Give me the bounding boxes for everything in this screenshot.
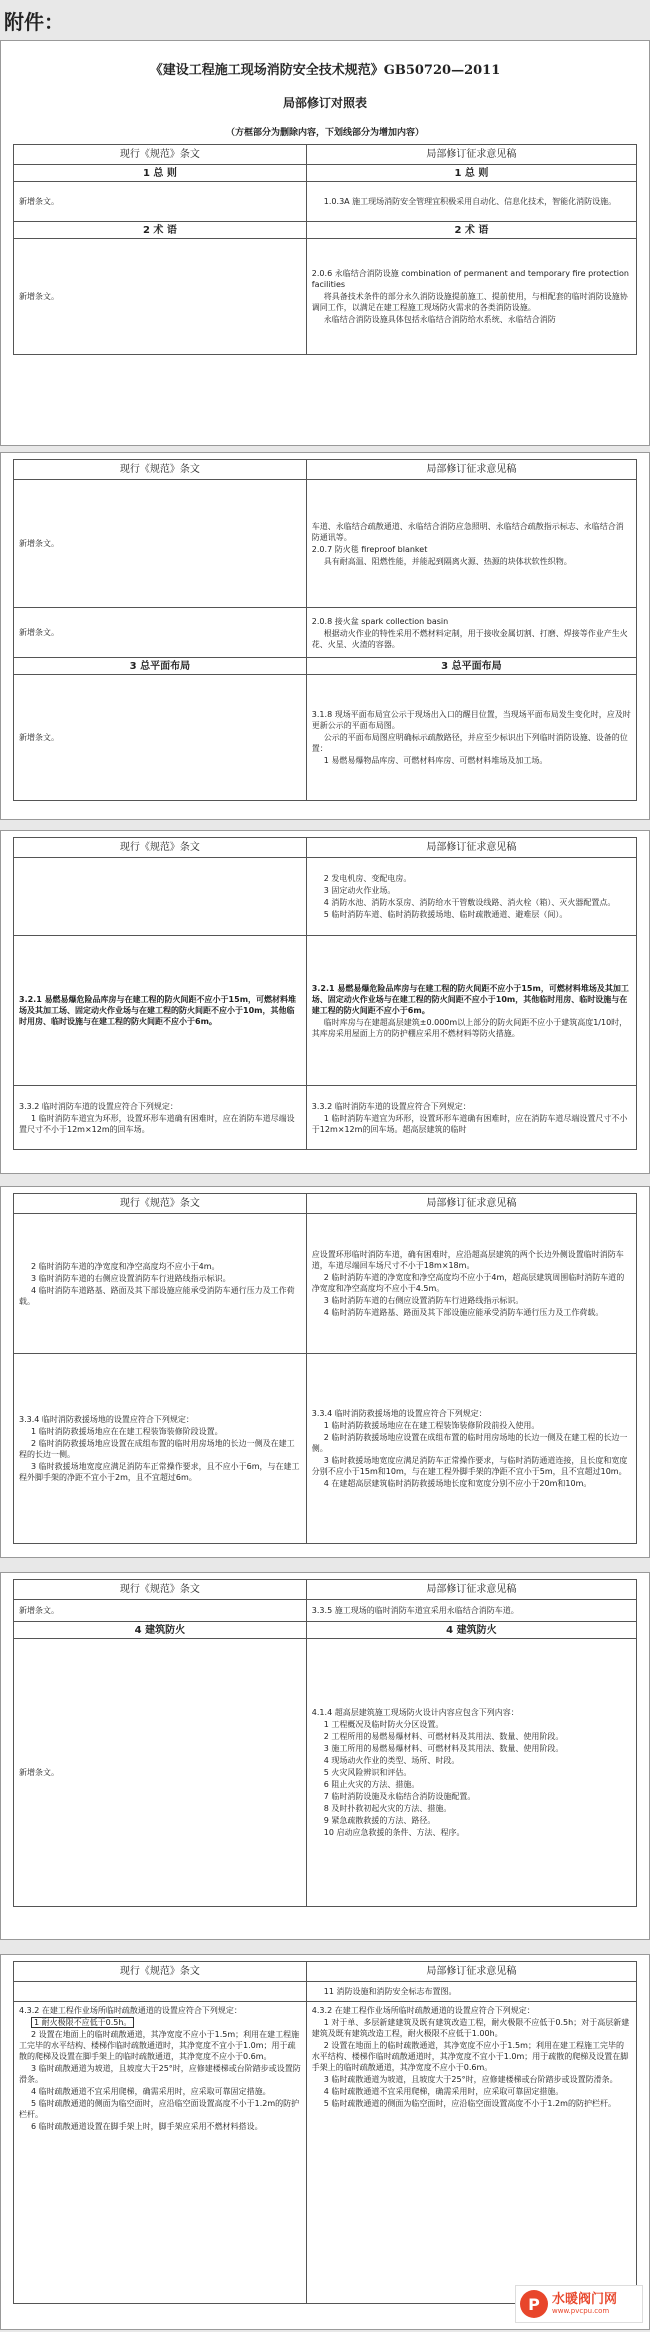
comparison-table	[13, 459, 637, 801]
right-cell: 1.0.3A 施工现场消防安全管理宜积极采用自动化、信息化技术，智能化消防设施。	[306, 182, 636, 222]
chapter-heading: 2 术 语	[306, 222, 636, 239]
page-6	[0, 1954, 650, 2330]
col-left-header: 现行《规范》条文	[14, 838, 307, 858]
left-cell: 2 临时消防车道的净宽度和净空高度均不应小于4m。 3 临时消防车道的右侧应设置消防车行进路线指示标识。 4 临时消防车道路基、路面及其下部设施应能承受消防车通行压力及工作荷载。	[14, 1214, 307, 1354]
col-left-header: 现行《规范》条文	[14, 1962, 307, 1982]
comparison-table	[13, 1961, 637, 2304]
watermark-url: www.pvcpu.com	[552, 2307, 610, 2315]
chapter-heading: 3 总平面布局	[306, 658, 636, 675]
right-cell: 3.3.5 施工现场的临时消防车道宜采用永临结合消防车道。	[306, 1600, 636, 1622]
document-subtitle: 局部修订对照表	[282, 96, 367, 110]
left-cell: 新增条文。	[14, 675, 307, 801]
right-cell: 4.3.2 在建工程作业场所临时疏散通道的设置应符合下列规定： 1 对于单、多层新建建筑及既有建筑改造工程，耐火极限不应低于0.5h；对于高层新建建筑及既有建筑改造工程，耐火极限不应低于1.00h。 2 设置在地面上的临时疏散通道，其净宽度不应小于1.5m；利用在建工程施工完毕的水平结构、楼梯作临时疏散通道时，其净宽度不宜小于1.0m；用于疏散的爬梯及设置在脚手架上的临时疏散通道，其净宽度不应小于0.6m。 3 临时疏散通道为坡道，且坡度大于25°时，应修建楼梯或台阶踏步或设置防滑条。 4 临时疏散通道不宜采用爬梯，确需采用时，应采取可靠固定措施。 5 临时疏散通道的侧面为临空面时，应沿临空面设置高度不小于1.2m的防护栏杆。	[306, 2002, 636, 2304]
comparison-table	[13, 1193, 637, 1544]
chapter-heading: 3 总平面布局	[14, 658, 307, 675]
legend-note: （方框部分为删除内容，下划线部分为增加内容）	[225, 128, 424, 138]
comparison-table	[13, 837, 637, 1150]
right-cell: 2.0.6 永临结合消防设施 combination of permanent and temporary fire protection facilities 将具备技术条件的部分永久消防设施提前施工、提前使用，与相配套的临时消防设施协调同工作，以满足在建工程施工现场防火需求的各类消防设施。 永临结合消防设施具体包括永临结合消防给水系统、永临结合消防	[306, 239, 636, 355]
col-left-header: 现行《规范》条文	[14, 460, 307, 480]
col-right-header: 局部修订征求意见稿	[306, 1962, 636, 1982]
col-left-header: 现行《规范》条文	[14, 1580, 307, 1600]
comparison-table	[13, 1579, 637, 1907]
right-cell: 2 发电机房、变配电房。 3 固定动火作业场。 4 消防水池、消防水泵房、消防给水干管敷设线路、消火栓（箱）、灭火器配置点。 5 临时消防车道、临时消防救援场地、临时疏散通道、避难层（间）。	[306, 858, 636, 936]
left-cell: 新增条文。	[14, 1639, 307, 1907]
col-right-header: 局部修订征求意见稿	[306, 838, 636, 858]
page-3	[0, 830, 650, 1174]
right-cell: 2.0.8 接火盆 spark collection basin 根据动火作业的特性采用不燃材料定制，用于接收金属切割、打磨、焊接等作业产生火花、火星、火渣的容器。	[306, 608, 636, 658]
right-cell: 车道、永临结合疏散通道、永临结合消防应急照明、永临结合疏散指示标志、永临结合消防通讯等。 2.0.7 防火毯 fireproof blanket 具有耐高温、阻燃性能，并能起到隔离火源、热源的块体状软性织物。	[306, 480, 636, 608]
left-cell: 新增条文。	[14, 182, 307, 222]
right-cell: 3.3.2 临时消防车道的设置应符合下列规定： 1 临时消防车道宜为环形，设置环形车道确有困难时，应在消防车道尽端设置尺寸不小于12m×12m的回车场。超高层建筑的临时	[306, 1086, 636, 1150]
right-cell: 11 消防设施和消防安全标志布置图。	[306, 1982, 636, 2002]
right-cell: 3.3.4 临时消防救援场地的设置应符合下列规定： 1 临时消防救援场地应在在建工程装饰装修阶段前投入使用。 2 临时消防救援场地应设置在成组布置的临时用房场地的长边一侧及在建工程的长边一侧。 3 临时救援场地宽度应满足消防车正常操作要求，与临时消防通道连接，且长度和宽度分别不应小于15m和10m，与在建工程外脚手架的净距不宜小于5m，且不宜超过10m。 4 在建超高层建筑临时消防救援场地长度和宽度分别不应小于20m和10m。	[306, 1354, 636, 1544]
col-right-header: 局部修订征求意见稿	[306, 1580, 636, 1600]
document-title: 《建设工程施工现场消防安全技术规范》GB50720—2011	[149, 63, 501, 78]
watermark-title: 水暖阀门网	[552, 2292, 618, 2307]
page-2	[0, 452, 650, 820]
left-cell: 3.2.1 易燃易爆危险品库房与在建工程的防火间距不应小于15m，可燃材料堆场及其加工场、固定动火作业场与在建工程的防火间距不应小于10m，其他临时用房、临时设施与在建工程的防火间距不应小于6m。	[14, 936, 307, 1086]
col-right-header: 局部修订征求意见稿	[306, 1194, 636, 1214]
page-5	[0, 1572, 650, 1940]
chapter-heading: 2 术 语	[14, 222, 307, 239]
right-cell: 3.1.8 现场平面布局宜公示于现场出入口的醒目位置，当现场平面布局发生变化时，应及时更新公示的平面布局图。 公示的平面布局图应明确标示疏散路径，并应至少标识出下列临时消防设施、设备的位置： 1 易燃易爆物品库房、可燃材料库房、可燃材料堆场及加工场。	[306, 675, 636, 801]
right-cell: 4.1.4 超高层建筑施工现场防火设计内容应包含下列内容： 1 工程概况及临时防火分区设置。 2 工程所用的易燃易爆材料、可燃材料及其用法、数量、使用阶段。 3 施工所用的易燃易爆材料、可燃材料及其用法、数量、使用阶段。 4 现场动火作业的类型、场所、时段。 5 火灾风险辨识和评估。 6 阻止火灾的方法、措施。 7 临时消防设施及永临结合消防设施配置。 8 及时扑救初起火灾的方法、措施。 9 紧急疏散救援的方法、路径。 10 启动应急救援的条件、方法、程序。	[306, 1639, 636, 1907]
comparison-table	[13, 144, 637, 355]
deleted-text-box: 1 耐火极限不应低于0.5h。	[31, 2017, 134, 2028]
chapter-heading: 4 建筑防火	[14, 1622, 307, 1639]
chapter-heading: 4 建筑防火	[306, 1622, 636, 1639]
left-cell: 3.3.2 临时消防车道的设置应符合下列规定： 1 临时消防车道宜为环形，设置环形车道确有困难时，应在消防车道尽端设置尺寸不小于12m×12m的回车场。	[14, 1086, 307, 1150]
page-4	[0, 1186, 650, 1558]
left-cell: 新增条文。	[14, 608, 307, 658]
attachment-label: 附件：	[4, 10, 64, 34]
col-right-header: 局部修订征求意见稿	[306, 460, 636, 480]
col-right-header: 局部修订征求意见稿	[306, 145, 636, 165]
left-cell	[14, 1982, 307, 2002]
col-left-header: 现行《规范》条文	[14, 145, 307, 165]
col-left-header: 现行《规范》条文	[14, 1194, 307, 1214]
logo-icon: P	[520, 2290, 548, 2318]
page-1	[0, 40, 650, 446]
right-cell: 3.2.1 易燃易爆危险品库房与在建工程的防火间距不应小于15m，可燃材料堆场及其加工场、固定动火作业场与在建工程的防火间距不应小于10m，其他临时用房、临时设施与在建工程的防火间距不应小于6m。 临时库房与在建超高层建筑±0.000m以上部分的防火间距不应小于建筑高度1/10时，其库房采用屋面上方的防护棚应采用不燃材料等防火措施。	[306, 936, 636, 1086]
left-cell: 新增条文。	[14, 480, 307, 608]
left-cell	[14, 858, 307, 936]
left-cell: 4.3.2 在建工程作业场所临时疏散通道的设置应符合下列规定： 1 耐火极限不应低于0.5h。 2 设置在地面上的临时疏散通道，其净宽度不应小于1.5m；利用在建工程施工完毕的水平结构、楼梯作临时疏散通道时，其净宽度不宜小于1.0m；用于疏散的爬梯及设置在脚手架上的临时疏散通道，其净宽度不应小于0.6m。 3 临时疏散通道为坡道，且坡度大于25°时，应修建楼梯或台阶踏步或设置防滑条。 4 临时疏散通道不宜采用爬梯，确需采用时，应采取可靠固定措施。 5 临时疏散通道的侧面为临空面时，应沿临空面设置高度不小于1.2m的防护栏杆。 6 临时疏散通道设置在脚手架上时，脚手架应采用不燃材料搭设。	[14, 2002, 307, 2304]
left-cell: 新增条文。	[14, 239, 307, 355]
right-cell: 应设置环形临时消防车道，确有困难时，应沿超高层建筑的两个长边外侧设置临时消防车道，车道尽端回车场尺寸不小于18m×18m。 2 临时消防车道的净宽度和净空高度均不应小于4m，超高层建筑周围临时消防车道的净宽度和净空高度均不应小于4.5m。 3 临时消防车道的右侧应设置消防车行进路线指示标识。 4 临时消防车道路基、路面及其下部设施应能承受消防车通行压力及工作荷载。	[306, 1214, 636, 1354]
watermark-logo	[515, 2285, 643, 2323]
left-cell: 新增条文。	[14, 1600, 307, 1622]
chapter-heading: 1 总 则	[306, 165, 636, 182]
left-cell: 3.3.4 临时消防救援场地的设置应符合下列规定： 1 临时消防救援场地应在在建工程装饰装修阶段设置。 2 临时消防救援场地应设置在成组布置的临时用房场地的长边一侧及在建工程的长边一侧。 3 临时救援场地宽度应满足消防车正常操作要求，且不应小于6m，与在建工程外脚手架的净距不宜小于2m，且不宜超过6m。	[14, 1354, 307, 1544]
chapter-heading: 1 总 则	[14, 165, 307, 182]
